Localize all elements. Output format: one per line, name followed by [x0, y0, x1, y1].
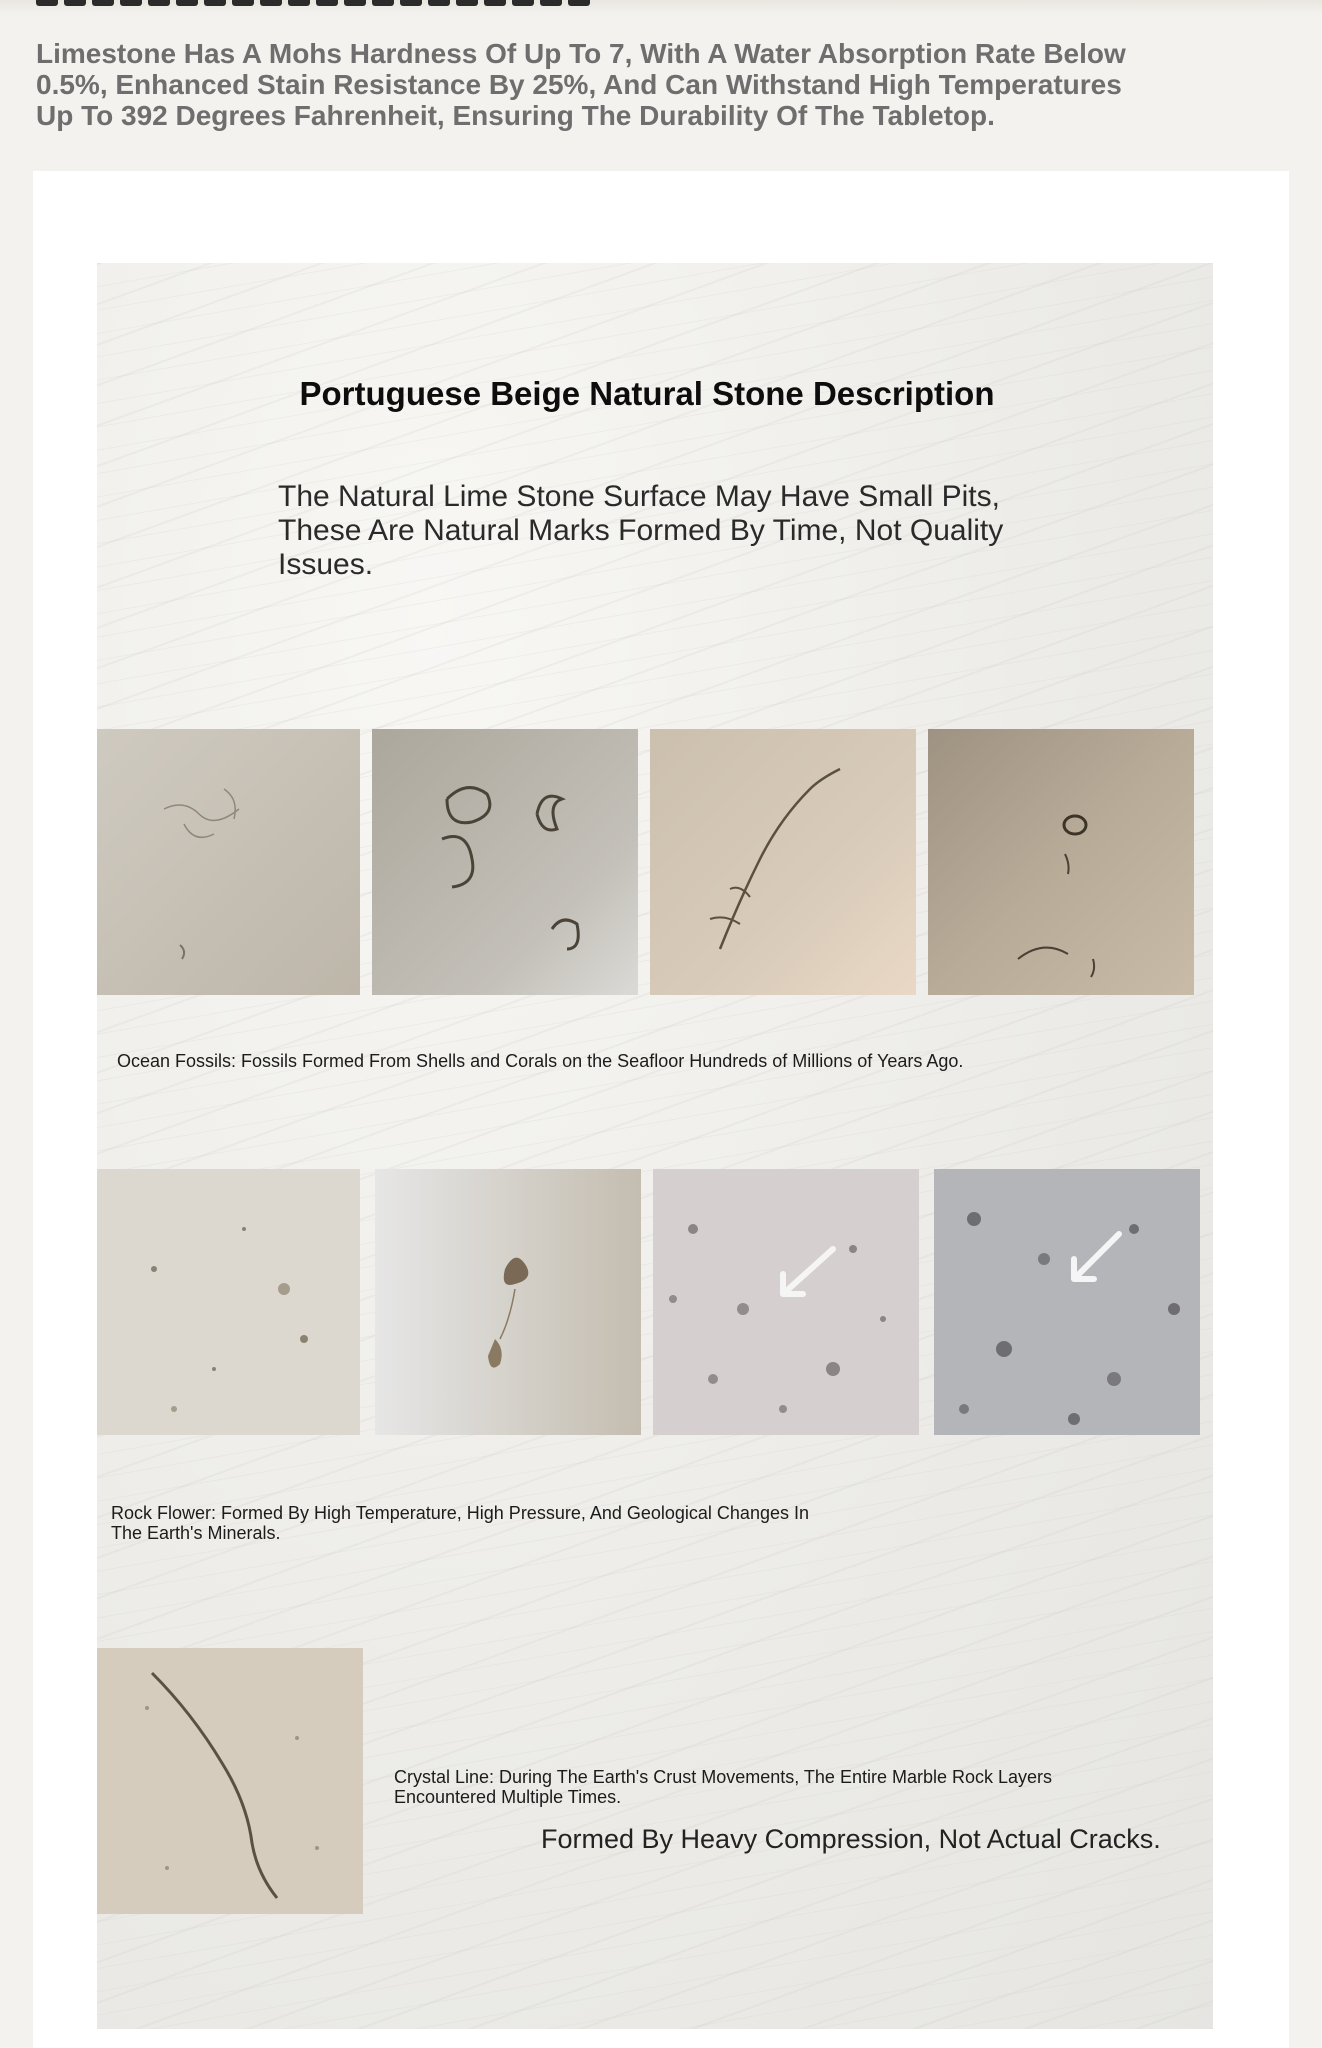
rock-flower-photo-4: [934, 1169, 1200, 1435]
spec-headline: Limestone Has A Mohs Hardness Of Up To 7, With A Water Absorption Rate Below 0.5%, Enhanced Stain Resistance By 25%, And Can Withstand High Temperatures Up To 392 Degrees Fahrenheit, Ensuring The Durability Of The Tabletop.: [36, 38, 1126, 131]
fossil-photo-2: [372, 729, 638, 995]
rock-flower-photo-1: [97, 1169, 360, 1435]
cropped-header-glyphs: [36, 0, 836, 6]
panel-title: Portuguese Beige Natural Stone Description: [299, 375, 995, 412]
fossil-photo-1: [97, 729, 360, 995]
fossil-photo-3: [650, 729, 916, 995]
ocean-fossils-caption: Ocean Fossils: Fossils Formed From Shells and Corals on the Seafloor Hundreds of Millions of Years Ago.: [117, 1051, 964, 1071]
crystal-line-caption: Crystal Line: During The Earth's Crust Movements, The Entire Marble Rock Layers Encountered Multiple Times.: [394, 1767, 1053, 1807]
rock-flower-caption: Rock Flower: Formed By High Temperature, High Pressure, And Geological Changes In The Earth's Minerals.: [111, 1503, 809, 1543]
fossil-photo-4: [928, 729, 1194, 995]
rock-flower-photo-3: [653, 1169, 919, 1435]
closing-statement: Formed By Heavy Compression, Not Actual Cracks.: [541, 1824, 1161, 1854]
cropped-header-strip: [0, 0, 1322, 14]
rock-flower-photo-2: [375, 1169, 641, 1435]
crystal-line-photo: [97, 1648, 363, 1914]
stone-description-panel: [97, 263, 1213, 2029]
intro-text: The Natural Lime Stone Surface May Have Small Pits, These Are Natural Marks Formed By Time, Not Quality Issues.: [278, 480, 1004, 581]
